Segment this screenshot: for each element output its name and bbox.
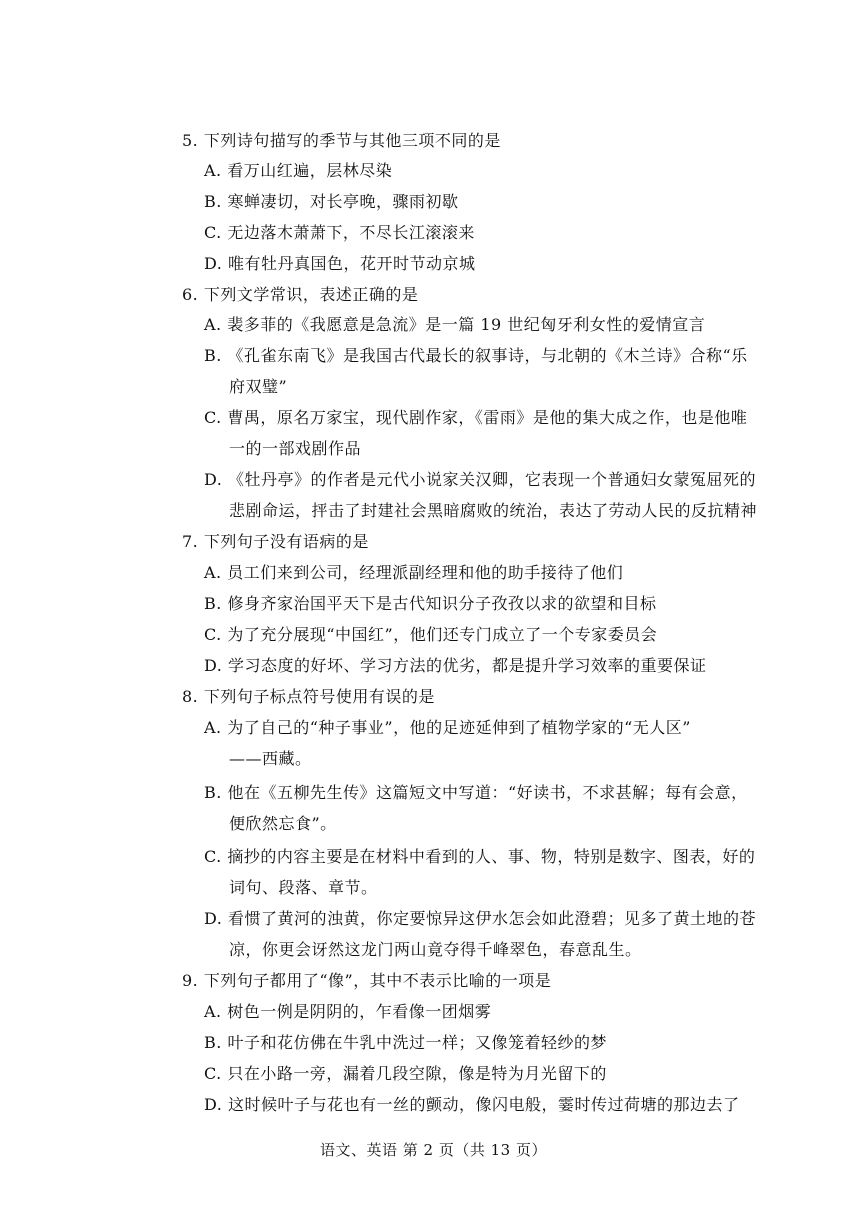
question-9-option-a xyxy=(204,1001,491,1023)
question-7-option-d xyxy=(204,655,706,677)
option-text: 学习态度的好坏、学习方法的优劣，都是提升学习效率的重要保证 xyxy=(227,656,707,675)
question-6-stem xyxy=(182,284,418,306)
option-label: C. xyxy=(204,625,222,644)
option-label: C. xyxy=(204,847,222,866)
option-text: 裴多菲的《我愿意是急流》是一篇 19 世纪匈牙利女性的爱情宣言 xyxy=(227,315,706,334)
question-text: 下列句子都用了“像”，其中不表示比喻的一项是 xyxy=(203,971,552,990)
option-text: 《孔雀东南飞》是我国古代最长的叙事诗，与北朝的《木兰诗》合称“乐 xyxy=(227,346,748,365)
question-8-option-d-continuation: 凉，你更会讶然这龙门两山竟夺得千峰翠色，春意乱生。 xyxy=(229,940,642,959)
question-8-stem xyxy=(182,686,435,708)
question-9-option-b xyxy=(204,1032,607,1054)
question-8-option-c-continuation: 词句、段落、章节。 xyxy=(229,878,378,897)
option-label: B. xyxy=(204,192,222,211)
question-8-option-c xyxy=(204,846,755,868)
question-6-option-a xyxy=(204,314,705,336)
question-6-option-b xyxy=(204,345,748,367)
option-label: D. xyxy=(204,656,223,675)
option-label: A. xyxy=(204,315,222,334)
option-text: 看万山红遍，层林尽染 xyxy=(227,161,393,180)
question-number: 7. xyxy=(182,532,199,551)
question-5-option-c xyxy=(204,222,475,244)
question-6-option-c-continuation: 一的一部戏剧作品 xyxy=(229,439,362,458)
option-text: 修身齐家治国平天下是古代知识分子孜孜以求的欲望和目标 xyxy=(227,594,657,613)
option-text: 只在小路一旁，漏着几段空隙，像是特为月光留下的 xyxy=(227,1064,607,1083)
question-text: 下列句子没有语病的是 xyxy=(203,532,369,551)
option-text: 叶子和花仿佛在牛乳中洗过一样；又像笼着轻纱的梦 xyxy=(227,1033,607,1052)
question-5-option-b xyxy=(204,191,458,213)
question-number: 5. xyxy=(182,131,199,150)
question-5-option-d xyxy=(204,253,475,275)
option-label: C. xyxy=(204,408,222,427)
question-8-option-a xyxy=(204,717,691,739)
question-text: 下列文学常识，表述正确的是 xyxy=(203,285,419,304)
question-6-option-d-continuation: 悲剧命运，抨击了封建社会黑暗腐败的统治，表达了劳动人民的反抗精神 xyxy=(229,501,758,520)
question-7-option-c xyxy=(204,624,657,646)
option-text: 员工们来到公司，经理派副经理和他的助手接待了他们 xyxy=(227,563,624,582)
option-label: A. xyxy=(204,1002,222,1021)
question-number: 8. xyxy=(182,687,199,706)
option-text: 为了自己的“种子事业”，他的足迹延伸到了植物学家的“无人区” xyxy=(227,718,691,737)
question-9-option-c xyxy=(204,1063,607,1085)
question-number: 9. xyxy=(182,971,199,990)
option-label: B. xyxy=(204,346,222,365)
option-label: D. xyxy=(204,254,223,273)
option-label: A. xyxy=(204,563,222,582)
option-label: A. xyxy=(204,718,222,737)
question-7-option-a xyxy=(204,562,623,584)
option-label: D. xyxy=(204,909,223,928)
option-label: C. xyxy=(204,1064,222,1083)
option-text: 为了充分展现“中国红”，他们还专门成立了一个专家委员会 xyxy=(227,625,658,644)
option-text: 无边落木萧萧下，不尽长江滚滚来 xyxy=(227,223,475,242)
option-label: A. xyxy=(204,161,222,180)
question-8-option-b xyxy=(204,782,748,804)
question-text: 下列句子标点符号使用有误的是 xyxy=(203,687,435,706)
option-text: 这时候叶子与花也有一丝的颤动，像闪电般，霎时传过荷塘的那边去了 xyxy=(227,1095,740,1114)
option-label: C. xyxy=(204,223,222,242)
question-7-option-b xyxy=(204,593,656,615)
question-8-option-b-continuation: 便欣然忘食”。 xyxy=(229,814,337,833)
question-9-stem xyxy=(182,970,551,992)
question-8-option-a-continuation: ——西藏。 xyxy=(229,749,312,768)
option-text: 曹禺，原名万家宝，现代剧作家，《雷雨》是他的集大成之作，也是他唯 xyxy=(227,408,748,427)
question-number: 6. xyxy=(182,285,199,304)
question-9-option-d xyxy=(204,1094,739,1116)
option-text: 唯有牡丹真国色，花开时节动京城 xyxy=(227,254,476,273)
question-text: 下列诗句描写的季节与其他三项不同的是 xyxy=(203,131,501,150)
question-6-option-b-continuation: 府双璧” xyxy=(229,377,288,396)
option-label: B. xyxy=(204,1033,222,1052)
option-label: B. xyxy=(204,594,222,613)
question-8-option-d xyxy=(204,908,756,930)
option-text: 树色一例是阴阴的，乍看像一团烟雾 xyxy=(227,1002,492,1021)
option-text: 《牡丹亭》的作者是元代小说家关汉卿，它表现一个普通妇女蒙冤屈死的 xyxy=(227,470,756,489)
option-label: D. xyxy=(204,470,223,489)
question-6-option-d xyxy=(204,469,756,491)
option-label: D. xyxy=(204,1095,223,1114)
question-7-stem xyxy=(182,531,369,553)
page-footer: 语文、英语 第 2 页（共 13 页） xyxy=(320,1141,547,1159)
option-text: 他在《五柳先生传》这篇短文中写道：“好读书，不求甚解；每有会意， xyxy=(227,783,748,802)
option-text: 寒蝉凄切，对长亭晚，骤雨初歇 xyxy=(227,192,459,211)
question-5-option-a xyxy=(204,160,392,182)
option-label: B. xyxy=(204,783,222,802)
question-6-option-c xyxy=(204,407,747,429)
option-text: 看惯了黄河的浊黄，你定要惊异这伊水怎会如此澄碧；见多了黄土地的苍 xyxy=(227,909,756,928)
option-text: 摘抄的内容主要是在材料中看到的人、事、物，特别是数字、图表，好的 xyxy=(227,847,756,866)
question-5-stem xyxy=(182,130,501,152)
